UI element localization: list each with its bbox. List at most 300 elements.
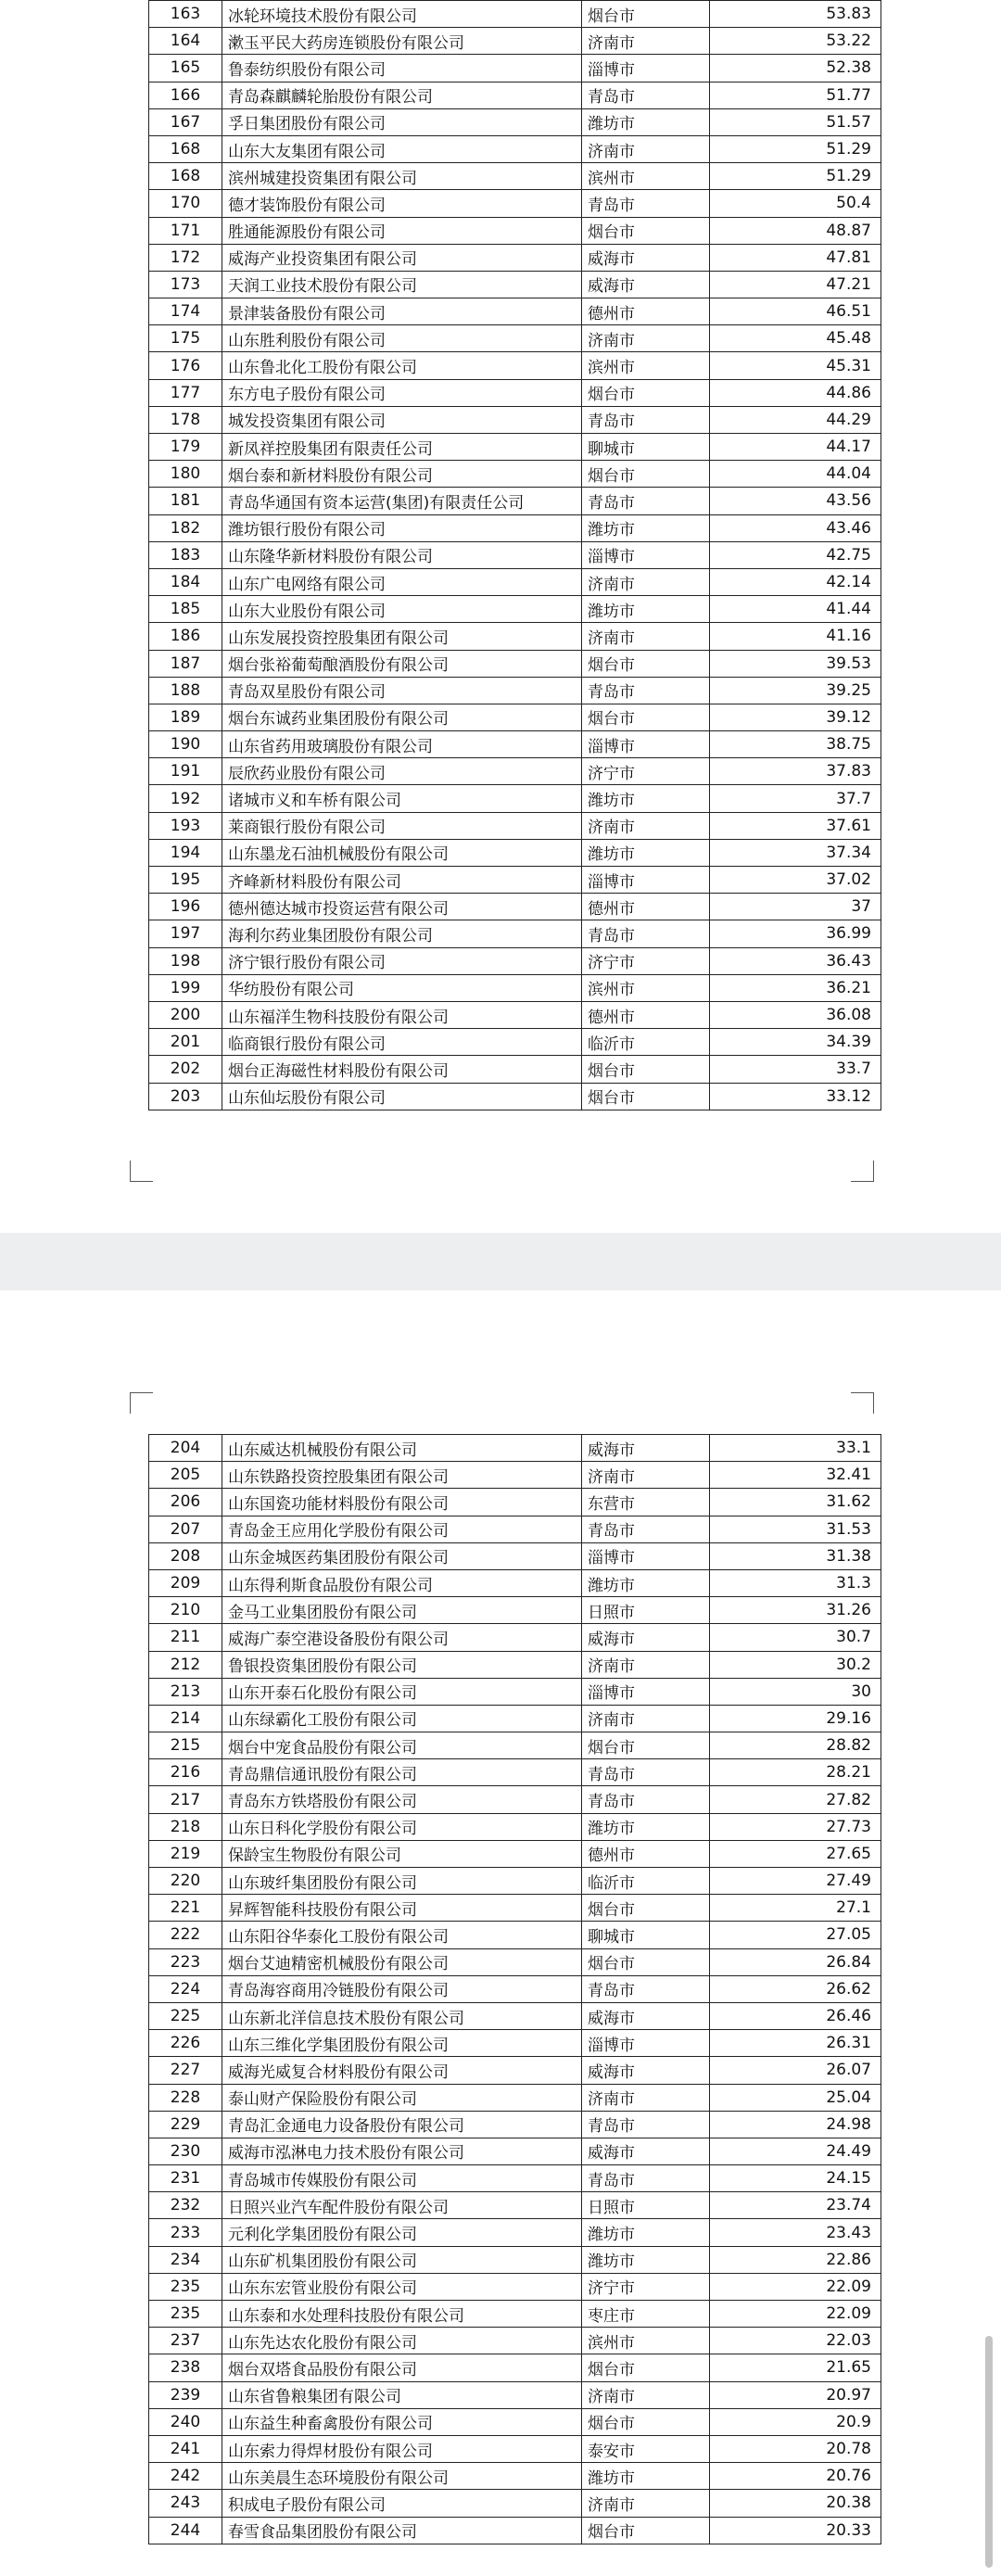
scrollbar-thumb[interactable]	[985, 2336, 993, 2568]
rank-number: 217	[149, 1786, 222, 1813]
city: 泰安市	[582, 2435, 710, 2462]
city: 济南市	[582, 623, 710, 650]
score: 20.76	[710, 2463, 881, 2490]
city: 济南市	[582, 325, 710, 352]
company-name: 山东开泰石化股份有限公司	[222, 1678, 582, 1705]
table-row	[149, 325, 881, 352]
score: 20.38	[710, 2490, 881, 2517]
city: 威海市	[582, 2002, 710, 2029]
ranking-table-top	[148, 0, 881, 1110]
company-name: 山东美晨生态环境股份有限公司	[222, 2463, 582, 2490]
city: 威海市	[582, 2057, 710, 2084]
table-row	[149, 244, 881, 271]
rank-number: 235	[149, 2301, 222, 2328]
score: 31.3	[710, 1569, 881, 1596]
table-row	[149, 704, 881, 730]
score: 36.43	[710, 947, 881, 974]
table-row	[149, 1, 881, 28]
company-name: 山东绿霸化工股份有限公司	[222, 1705, 582, 1732]
company-name: 烟台正海磁性材料股份有限公司	[222, 1056, 582, 1083]
score: 22.03	[710, 2328, 881, 2354]
score: 28.21	[710, 1759, 881, 1786]
score: 53.22	[710, 28, 881, 55]
table-row	[149, 2192, 881, 2219]
score: 26.31	[710, 2030, 881, 2057]
rank-number: 165	[149, 55, 222, 82]
score: 23.74	[710, 2192, 881, 2219]
rank-number: 201	[149, 1029, 222, 1056]
table-row	[149, 1001, 881, 1028]
company-name: 辰欣药业股份有限公司	[222, 758, 582, 785]
table-row	[149, 1542, 881, 1569]
company-name: 青岛华通国有资本运营(集团)有限责任公司	[222, 488, 582, 514]
table-row	[149, 1597, 881, 1624]
city: 济南市	[582, 28, 710, 55]
company-name: 德州德达城市投资运营有限公司	[222, 894, 582, 920]
company-name: 泰山财产保险股份有限公司	[222, 2084, 582, 2111]
table-row	[149, 2246, 881, 2273]
document-page-top	[0, 0, 1001, 1233]
table-row	[149, 1786, 881, 1813]
score: 30.7	[710, 1624, 881, 1651]
company-name: 保龄宝生物股份有限公司	[222, 1840, 582, 1867]
score: 30	[710, 1678, 881, 1705]
page-separator	[0, 1233, 1001, 1290]
city: 潍坊市	[582, 596, 710, 623]
company-name: 山东福洋生物科技股份有限公司	[222, 1001, 582, 1028]
company-name: 烟台艾迪精密机械股份有限公司	[222, 1948, 582, 1975]
city: 济南市	[582, 2084, 710, 2111]
rank-number: 192	[149, 785, 222, 812]
score: 44.04	[710, 461, 881, 488]
company-name: 鲁泰纺织股份有限公司	[222, 55, 582, 82]
table-row	[149, 2057, 881, 2084]
rank-number: 207	[149, 1516, 222, 1542]
table-row	[149, 1975, 881, 2002]
table-row	[149, 2301, 881, 2328]
rank-number: 195	[149, 867, 222, 894]
city: 淄博市	[582, 2030, 710, 2057]
rank-number: 166	[149, 82, 222, 108]
rank-number: 187	[149, 650, 222, 677]
score: 44.17	[710, 434, 881, 461]
table-row	[149, 1948, 881, 1975]
rank-number: 234	[149, 2246, 222, 2273]
company-name: 海利尔药业集团股份有限公司	[222, 920, 582, 947]
table-row	[149, 2490, 881, 2517]
city: 济南市	[582, 1462, 710, 1489]
table-row	[149, 1516, 881, 1542]
rank-number: 221	[149, 1895, 222, 1922]
rank-number: 224	[149, 1975, 222, 2002]
company-name: 山东阳谷华泰化工股份有限公司	[222, 1922, 582, 1948]
city: 烟台市	[582, 1895, 710, 1922]
company-name: 元利化学集团股份有限公司	[222, 2219, 582, 2246]
city: 青岛市	[582, 2165, 710, 2192]
city: 东营市	[582, 1489, 710, 1516]
score: 31.62	[710, 1489, 881, 1516]
rank-number: 168	[149, 163, 222, 190]
company-name: 烟台双塔食品股份有限公司	[222, 2354, 582, 2381]
table-row	[149, 623, 881, 650]
score: 41.44	[710, 596, 881, 623]
score: 44.29	[710, 406, 881, 433]
rank-number: 190	[149, 731, 222, 758]
city: 济南市	[582, 135, 710, 162]
company-name: 东方电子股份有限公司	[222, 379, 582, 406]
table-row	[149, 2381, 881, 2408]
score: 46.51	[710, 298, 881, 325]
city: 济南市	[582, 2490, 710, 2517]
rank-number: 182	[149, 514, 222, 541]
city: 滨州市	[582, 352, 710, 379]
company-name: 山东日科化学股份有限公司	[222, 1813, 582, 1840]
city: 青岛市	[582, 2111, 710, 2138]
company-name: 青岛东方铁塔股份有限公司	[222, 1786, 582, 1813]
rank-number: 218	[149, 1813, 222, 1840]
score: 33.12	[710, 1083, 881, 1110]
score: 27.1	[710, 1895, 881, 1922]
city: 烟台市	[582, 1732, 710, 1759]
city: 青岛市	[582, 1975, 710, 2002]
company-name: 山东先达农化股份有限公司	[222, 2328, 582, 2354]
rank-number: 208	[149, 1542, 222, 1569]
table-row	[149, 1029, 881, 1056]
company-name: 齐峰新材料股份有限公司	[222, 867, 582, 894]
rank-number: 220	[149, 1868, 222, 1895]
rank-number: 232	[149, 2192, 222, 2219]
rank-number: 170	[149, 190, 222, 217]
rank-number: 238	[149, 2354, 222, 2381]
rank-number: 215	[149, 1732, 222, 1759]
table-row	[149, 2084, 881, 2111]
company-name: 青岛海容商用冷链股份有限公司	[222, 1975, 582, 2002]
score: 25.04	[710, 2084, 881, 2111]
rank-number: 200	[149, 1001, 222, 1028]
company-name: 山东省药用玻璃股份有限公司	[222, 731, 582, 758]
rank-number: 231	[149, 2165, 222, 2192]
city: 淄博市	[582, 867, 710, 894]
score: 37.7	[710, 785, 881, 812]
table-row	[149, 2273, 881, 2300]
city: 威海市	[582, 2138, 710, 2164]
company-name: 潍坊银行股份有限公司	[222, 514, 582, 541]
table-row	[149, 1813, 881, 1840]
company-name: 临商银行股份有限公司	[222, 1029, 582, 1056]
rank-number: 171	[149, 217, 222, 244]
rank-number: 239	[149, 2381, 222, 2408]
company-name: 山东泰和水处理科技股份有限公司	[222, 2301, 582, 2328]
table-row	[149, 596, 881, 623]
city: 烟台市	[582, 2354, 710, 2381]
rank-number: 203	[149, 1083, 222, 1110]
score: 31.53	[710, 1516, 881, 1542]
score: 37.61	[710, 812, 881, 839]
company-name: 烟台泰和新材料股份有限公司	[222, 461, 582, 488]
rank-number: 185	[149, 596, 222, 623]
score: 43.46	[710, 514, 881, 541]
city: 枣庄市	[582, 2301, 710, 2328]
rank-number: 206	[149, 1489, 222, 1516]
score: 33.7	[710, 1056, 881, 1083]
rank-number: 210	[149, 1597, 222, 1624]
company-name: 山东鲁北化工股份有限公司	[222, 352, 582, 379]
ranking-table-bottom	[148, 1434, 881, 2544]
city: 济宁市	[582, 2273, 710, 2300]
table-row	[149, 2030, 881, 2057]
table-row	[149, 2002, 881, 2029]
city: 潍坊市	[582, 785, 710, 812]
company-name: 山东胜利股份有限公司	[222, 325, 582, 352]
table-row	[149, 1624, 881, 1651]
company-name: 日照兴业汽车配件股份有限公司	[222, 2192, 582, 2219]
rank-number: 225	[149, 2002, 222, 2029]
city: 临沂市	[582, 1868, 710, 1895]
city: 聊城市	[582, 1922, 710, 1948]
score: 32.41	[710, 1462, 881, 1489]
score: 39.12	[710, 704, 881, 730]
city: 烟台市	[582, 2408, 710, 2435]
rank-number: 177	[149, 379, 222, 406]
company-name: 德才装饰股份有限公司	[222, 190, 582, 217]
rank-number: 184	[149, 568, 222, 595]
score: 45.31	[710, 352, 881, 379]
table-row	[149, 568, 881, 595]
city: 滨州市	[582, 2328, 710, 2354]
score: 42.75	[710, 541, 881, 568]
score: 50.4	[710, 190, 881, 217]
table-row	[149, 28, 881, 55]
company-name: 威海广泰空港设备股份有限公司	[222, 1624, 582, 1651]
company-name: 山东隆华新材料股份有限公司	[222, 541, 582, 568]
rank-number: 181	[149, 488, 222, 514]
rank-number: 168	[149, 135, 222, 162]
rank-number: 228	[149, 2084, 222, 2111]
rank-number: 204	[149, 1435, 222, 1462]
score: 42.14	[710, 568, 881, 595]
table-row	[149, 1651, 881, 1678]
score: 38.75	[710, 731, 881, 758]
rank-number: 211	[149, 1624, 222, 1651]
company-name: 烟台东诚药业集团股份有限公司	[222, 704, 582, 730]
city: 青岛市	[582, 488, 710, 514]
rank-number: 172	[149, 244, 222, 271]
score: 51.29	[710, 163, 881, 190]
city: 威海市	[582, 1435, 710, 1462]
city: 济宁市	[582, 758, 710, 785]
score: 24.98	[710, 2111, 881, 2138]
rank-number: 191	[149, 758, 222, 785]
company-name: 山东大友集团有限公司	[222, 135, 582, 162]
city: 青岛市	[582, 1759, 710, 1786]
company-name: 积成电子股份有限公司	[222, 2490, 582, 2517]
city: 济南市	[582, 1705, 710, 1732]
city: 淄博市	[582, 1542, 710, 1569]
table-row	[149, 2328, 881, 2354]
rank-number: 173	[149, 271, 222, 298]
rank-number: 202	[149, 1056, 222, 1083]
rank-number: 209	[149, 1569, 222, 1596]
table-row	[149, 1435, 881, 1462]
company-name: 山东墨龙石油机械股份有限公司	[222, 839, 582, 866]
table-row	[149, 2463, 881, 2490]
table-row	[149, 488, 881, 514]
company-name: 山东索力得焊材股份有限公司	[222, 2435, 582, 2462]
company-name: 青岛鼎信通讯股份有限公司	[222, 1759, 582, 1786]
company-name: 华纺股份有限公司	[222, 974, 582, 1001]
rank-number: 199	[149, 974, 222, 1001]
rank-number: 226	[149, 2030, 222, 2057]
score: 30.2	[710, 1651, 881, 1678]
company-name: 青岛金王应用化学股份有限公司	[222, 1516, 582, 1542]
rank-number: 180	[149, 461, 222, 488]
rank-number: 188	[149, 677, 222, 704]
rank-number: 244	[149, 2517, 222, 2544]
table-row	[149, 55, 881, 82]
table-row	[149, 920, 881, 947]
rank-number: 243	[149, 2490, 222, 2517]
rank-number: 242	[149, 2463, 222, 2490]
city: 潍坊市	[582, 514, 710, 541]
score: 26.62	[710, 1975, 881, 2002]
score: 26.07	[710, 2057, 881, 2084]
company-name: 滨州城建投资集团有限公司	[222, 163, 582, 190]
company-name: 山东大业股份有限公司	[222, 596, 582, 623]
score: 24.15	[710, 2165, 881, 2192]
score: 37.34	[710, 839, 881, 866]
rank-number: 213	[149, 1678, 222, 1705]
table-row	[149, 1462, 881, 1489]
table-row	[149, 1868, 881, 1895]
city: 济南市	[582, 2381, 710, 2408]
rank-number: 237	[149, 2328, 222, 2354]
city: 淄博市	[582, 731, 710, 758]
table-row	[149, 461, 881, 488]
city: 德州市	[582, 1001, 710, 1028]
rank-number: 175	[149, 325, 222, 352]
city: 淄博市	[582, 1678, 710, 1705]
score: 51.29	[710, 135, 881, 162]
table-row	[149, 650, 881, 677]
score: 27.05	[710, 1922, 881, 1948]
city: 济南市	[582, 568, 710, 595]
table-row	[149, 108, 881, 135]
company-name: 山东省鲁粮集团有限公司	[222, 2381, 582, 2408]
rank-number: 189	[149, 704, 222, 730]
table-row	[149, 2517, 881, 2544]
rank-number: 186	[149, 623, 222, 650]
rank-number: 219	[149, 1840, 222, 1867]
score: 47.21	[710, 271, 881, 298]
city: 德州市	[582, 1840, 710, 1867]
rank-number: 167	[149, 108, 222, 135]
rank-number: 196	[149, 894, 222, 920]
table-row	[149, 2354, 881, 2381]
company-name: 山东新北洋信息技术股份有限公司	[222, 2002, 582, 2029]
city: 日照市	[582, 1597, 710, 1624]
company-name: 青岛森麒麟轮胎股份有限公司	[222, 82, 582, 108]
rank-number: 198	[149, 947, 222, 974]
company-name: 鲁银投资集团股份有限公司	[222, 1651, 582, 1678]
rank-number: 197	[149, 920, 222, 947]
table-row	[149, 867, 881, 894]
table-row	[149, 894, 881, 920]
city: 日照市	[582, 2192, 710, 2219]
city: 青岛市	[582, 82, 710, 108]
city: 潍坊市	[582, 2463, 710, 2490]
score: 22.09	[710, 2301, 881, 2328]
company-name: 城发投资集团有限公司	[222, 406, 582, 433]
crop-mark-top-right	[851, 1392, 874, 1414]
company-name: 山东威达机械股份有限公司	[222, 1435, 582, 1462]
table-row	[149, 217, 881, 244]
city: 济宁市	[582, 947, 710, 974]
score: 29.16	[710, 1705, 881, 1732]
city: 潍坊市	[582, 108, 710, 135]
score: 41.16	[710, 623, 881, 650]
document-page-bottom	[0, 1290, 1001, 2576]
city: 烟台市	[582, 1083, 710, 1110]
company-name: 济宁银行股份有限公司	[222, 947, 582, 974]
company-name: 山东发展投资控股集团有限公司	[222, 623, 582, 650]
table-row	[149, 2165, 881, 2192]
table-row	[149, 2435, 881, 2462]
company-name: 孚日集团股份有限公司	[222, 108, 582, 135]
score: 26.84	[710, 1948, 881, 1975]
score: 20.97	[710, 2381, 881, 2408]
company-name: 威海市泓淋电力技术股份有限公司	[222, 2138, 582, 2164]
company-name: 山东三维化学集团股份有限公司	[222, 2030, 582, 2057]
table-row	[149, 758, 881, 785]
score: 33.1	[710, 1435, 881, 1462]
company-name: 威海产业投资集团有限公司	[222, 244, 582, 271]
company-name: 金马工业集团股份有限公司	[222, 1597, 582, 1624]
score: 31.38	[710, 1542, 881, 1569]
city: 青岛市	[582, 677, 710, 704]
table-row	[149, 2408, 881, 2435]
city: 威海市	[582, 1624, 710, 1651]
company-name: 山东得利斯食品股份有限公司	[222, 1569, 582, 1596]
table-row	[149, 1056, 881, 1083]
city: 威海市	[582, 244, 710, 271]
score: 37.83	[710, 758, 881, 785]
table-row	[149, 785, 881, 812]
table-row	[149, 1705, 881, 1732]
rank-number: 164	[149, 28, 222, 55]
rank-number: 183	[149, 541, 222, 568]
score: 31.26	[710, 1597, 881, 1624]
table-row	[149, 135, 881, 162]
city: 威海市	[582, 271, 710, 298]
table-row	[149, 2111, 881, 2138]
city: 潍坊市	[582, 839, 710, 866]
crop-mark-top-left	[130, 1392, 153, 1414]
rank-number: 176	[149, 352, 222, 379]
city: 潍坊市	[582, 1813, 710, 1840]
city: 烟台市	[582, 217, 710, 244]
table-row	[149, 352, 881, 379]
score: 39.53	[710, 650, 881, 677]
city: 临沂市	[582, 1029, 710, 1056]
company-name: 青岛双星股份有限公司	[222, 677, 582, 704]
score: 27.65	[710, 1840, 881, 1867]
city: 德州市	[582, 894, 710, 920]
table-row	[149, 1759, 881, 1786]
city: 青岛市	[582, 406, 710, 433]
table-row	[149, 2138, 881, 2164]
table-row	[149, 1732, 881, 1759]
rank-number: 240	[149, 2408, 222, 2435]
